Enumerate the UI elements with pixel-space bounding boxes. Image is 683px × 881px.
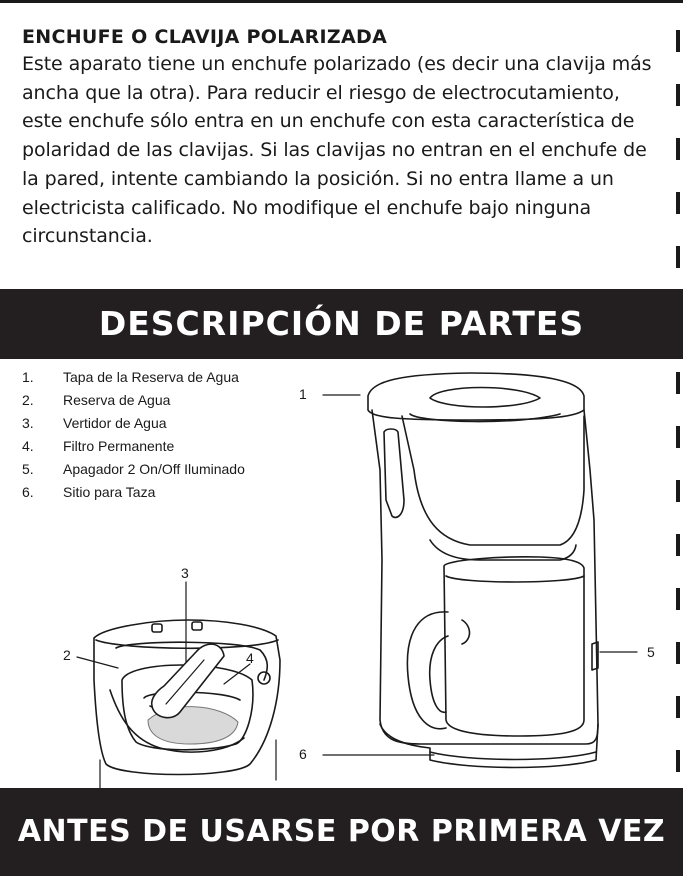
section-heading: ENCHUFE O CLAVIJA POLARIZADA bbox=[22, 26, 388, 48]
item-number: 3. bbox=[22, 415, 34, 431]
callout-label: 3 bbox=[181, 565, 189, 581]
item-number: 2. bbox=[22, 392, 34, 408]
coffee-maker-drawing bbox=[368, 373, 598, 768]
item-number: 6. bbox=[22, 484, 34, 500]
section-body: Este aparato tiene un enchufe polarizado (es decir una clavija más ancha que la otra). Para reducir el riesgo de electrocutamiento, este enchufe sólo entra en un enchufe con esta característica de polaridad de las clavijas. Si las clavijas no entran en el enchufe de la pared, intente cambiando la posición. Si no entra llame a un electricista calificado. No modifique el enchufe bajo ninguna circunstancia. bbox=[22, 53, 652, 248]
item-label: Filtro Permanente bbox=[63, 438, 175, 454]
item-label: Apagador 2 On/Off Iluminado bbox=[63, 461, 245, 477]
item-label: Reserva de Agua bbox=[63, 392, 171, 408]
item-number: 5. bbox=[22, 461, 34, 477]
callout-label: 2 bbox=[63, 647, 71, 663]
item-label: Tapa de la Reserva de Agua bbox=[63, 369, 239, 385]
first-use-heading-band: ANTES DE USARSE POR PRIMERA VEZ bbox=[0, 788, 683, 876]
filter-detail-drawing bbox=[94, 620, 280, 788]
callout-label: 6 bbox=[299, 746, 307, 762]
callout-label: 5 bbox=[647, 644, 655, 660]
item-label: Vertidor de Agua bbox=[63, 415, 167, 431]
callout-label: 1 bbox=[299, 386, 307, 402]
item-label: Sitio para Taza bbox=[63, 484, 156, 500]
callout-label: 4 bbox=[246, 650, 254, 666]
item-number: 1. bbox=[22, 369, 34, 385]
item-number: 4. bbox=[22, 438, 34, 454]
parts-heading-band: DESCRIPCIÓN DE PARTES bbox=[0, 289, 683, 359]
